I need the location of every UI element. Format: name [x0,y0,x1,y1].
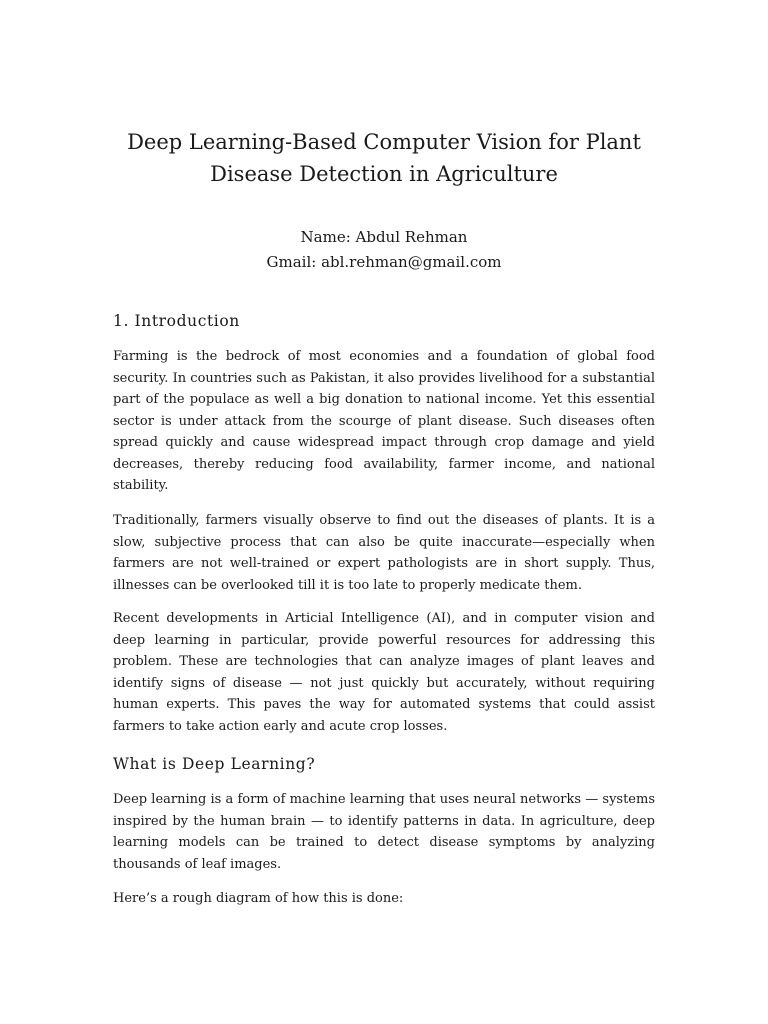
intro-paragraph-3: Recent developments in Articial Intelligence (AI), and in computer vision and deep learning in particular, provide powerful resources for addressing this problem. These are technologies that can analyze images of plant leaves and identify signs of disease — not just quickly but accurately, without requiring human experts. This paves the way for automated systems that could assist farmers to take action early and acute crop losses. [113,611,655,734]
deep-learning-paragraph-2: Here’s a rough diagram of how this is done: [113,891,404,906]
intro-paragraph-1: Farming is the bedrock of most economies and a foundation of global food security. In countries such as Pakistan, it also provides livelihood for a substantial part of the populace as well a big donation to national income. Yet this essential sector is under attack from the scourge of plant disease. Such diseases often spread quickly and cause widespread impact through crop damage and yield decreases, thereby reducing food availability, farmer income, and national stability. [113,349,655,493]
author-email: Gmail: abl.rehman@gmail.com [266,253,502,271]
author-name: Name: Abdul Rehman [300,228,468,246]
intro-paragraph-2: Traditionally, farmers visually observe to find out the diseases of plants. It is a slow, subjective process that can also be quite inaccurate—especially when farmers are not well-trained or expert pathologists are in short supply. Thus, illnesses can be overlooked till it is too late to properly medicate them. [113,513,655,593]
paper-title: Deep Learning-Based Computer Vision for Plant Disease Detection in Agriculture [127,130,641,186]
section-heading-introduction: 1. Introduction [113,312,240,330]
section-heading-deep-learning: What is Deep Learning? [113,755,316,773]
deep-learning-paragraph-1: Deep learning is a form of machine learning that uses neural networks — systems inspired by the human brain — to identify patterns in data. In agriculture, deep learning models can be trained to detect disease symptoms by analyzing thousands of leaf images. [113,792,655,872]
